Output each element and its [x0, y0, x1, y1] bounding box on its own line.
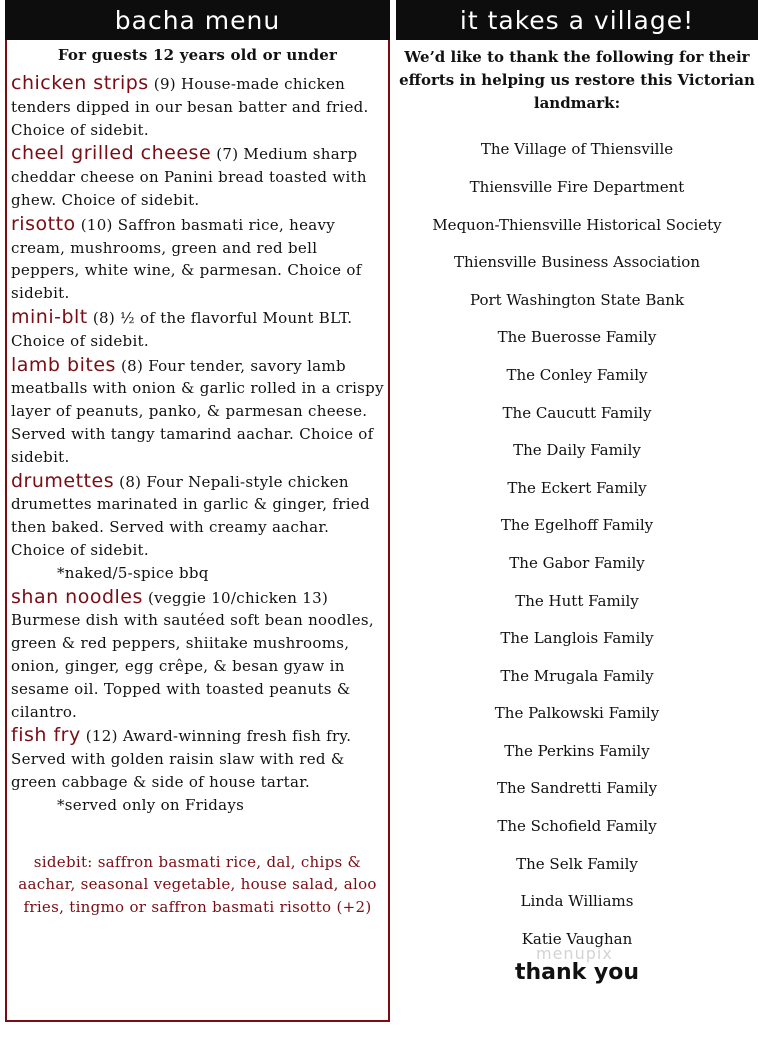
- menu-item-description: (8) ½ of the flavorful Mount BLT. Choice of sidebit.: [11, 308, 353, 350]
- menu-item: [11, 213, 384, 305]
- menu-item-list: [7, 64, 388, 817]
- sponsor-name: The Egelhoff Family: [500, 516, 654, 535]
- menu-item-note: *served only on Fridays: [57, 795, 245, 814]
- acknowledgements-title: it takes a village!: [396, 0, 758, 40]
- age-restriction-note: For guests 12 years old or under: [57, 46, 338, 64]
- menu-item: [11, 306, 384, 353]
- sponsor-name: The Langlois Family: [500, 629, 654, 648]
- menu-item-name: fish fry: [11, 724, 81, 747]
- menu-item-name: lamb bites: [11, 353, 116, 376]
- sidebit-options: sidebit: saffron basmati rice, dal, chips & aachar, seasonal vegetable, house salad, aloo fries, tingmo or saffron basmati risotto (+2): [18, 852, 377, 917]
- sponsor-name: The Caucutt Family: [502, 403, 652, 422]
- menu-item-name: drumettes: [11, 469, 115, 492]
- sponsor-name: Port Washington State Bank: [469, 290, 685, 309]
- sponsor-name: The Conley Family: [506, 365, 648, 384]
- sponsor-name: The Gabor Family: [509, 553, 645, 572]
- menu-item-name: risotto: [11, 212, 76, 235]
- menu-item-description: (9) House-made chicken tenders dipped in our besan batter and fried. Choice of sidebit.: [11, 75, 369, 139]
- sponsor-name: The Schofield Family: [497, 817, 657, 836]
- sponsor-name: The Selk Family: [516, 854, 638, 873]
- sponsor-name: The Village of Thiensville: [480, 140, 674, 159]
- menu-item-name: mini-blt: [11, 305, 88, 328]
- menu-item-description: (veggie 10/chicken 13) Burmese dish with sautéed soft bean noodles, green & red peppers, shiitake mushrooms, onion, ginger, egg crêpe, & besan gyaw in sesame oil. Topped with toasted peanuts & cilantro.: [11, 588, 374, 721]
- menu-item: [11, 586, 384, 724]
- sponsor-name: The Eckert Family: [507, 478, 647, 497]
- menu-item-note: *naked/5-spice bbq: [57, 563, 209, 582]
- menu-item-description: (8) Four tender, savory lamb meatballs with onion & garlic rolled in a crispy layer of peanuts, panko, & parmesan cheese. Served with tangy tamarind aachar. Choice of sidebit.: [11, 356, 384, 466]
- menu-item-description: (8) Four Nepali-style chicken drumettes marinated in garlic & ginger, fried then baked. Served with creamy aachar. Choice of sidebit.: [11, 472, 370, 559]
- menu-item-name: shan noodles: [11, 585, 143, 608]
- kids-menu-title: bacha menu: [5, 0, 390, 40]
- sponsor-name: Linda Williams: [520, 892, 634, 911]
- menu-item-description: (10) Saffron basmati rice, heavy cream, mushrooms, green and red bell peppers, white wine, & parmesan. Choice of sidebit.: [11, 215, 362, 303]
- watermark-logo: menupix: [536, 944, 613, 963]
- menu-item: [11, 354, 384, 469]
- sponsor-name: Thiensville Business Association: [453, 253, 700, 272]
- sponsor-name: Katie Vaughan: [521, 929, 633, 948]
- sponsor-list: [396, 131, 758, 958]
- acknowledgements-intro: We’d like to thank the following for their efforts in helping us restore this Victorian landmark:: [399, 48, 755, 112]
- sponsor-name: The Mrugala Family: [500, 666, 654, 685]
- menu-item-description: (12) Award-winning fresh fish fry. Served with golden raisin slaw with red & green cabbage & side of house tartar.: [11, 727, 352, 791]
- menu-item-description: (7) Medium sharp cheddar cheese on Panini bread toasted with ghew. Choice of sidebit.: [11, 145, 367, 209]
- sponsor-name: The Perkins Family: [504, 741, 650, 760]
- sponsor-name: Thiensville Fire Department: [469, 177, 685, 196]
- menu-item: [11, 724, 384, 816]
- sponsor-name: The Daily Family: [513, 441, 641, 460]
- sponsor-name: The Palkowski Family: [494, 704, 660, 723]
- menu-item-name: chicken strips: [11, 72, 149, 94]
- sponsor-name: The Sandretti Family: [496, 779, 658, 798]
- acknowledgements-column: [396, 0, 758, 1039]
- sponsor-name: The Hutt Family: [515, 591, 639, 610]
- menu-item-name: cheel grilled cheese: [11, 142, 212, 165]
- sponsor-name: The Buerosse Family: [497, 328, 657, 347]
- kids-menu-box: [5, 40, 390, 1022]
- kids-menu-column: [5, 0, 390, 1022]
- menu-item: [11, 72, 384, 141]
- menu-item: [11, 142, 384, 211]
- thank-you-signature: thank you: [514, 960, 640, 986]
- sponsor-name: Mequon-Thiensville Historical Society: [432, 215, 722, 234]
- menu-item: [11, 470, 384, 585]
